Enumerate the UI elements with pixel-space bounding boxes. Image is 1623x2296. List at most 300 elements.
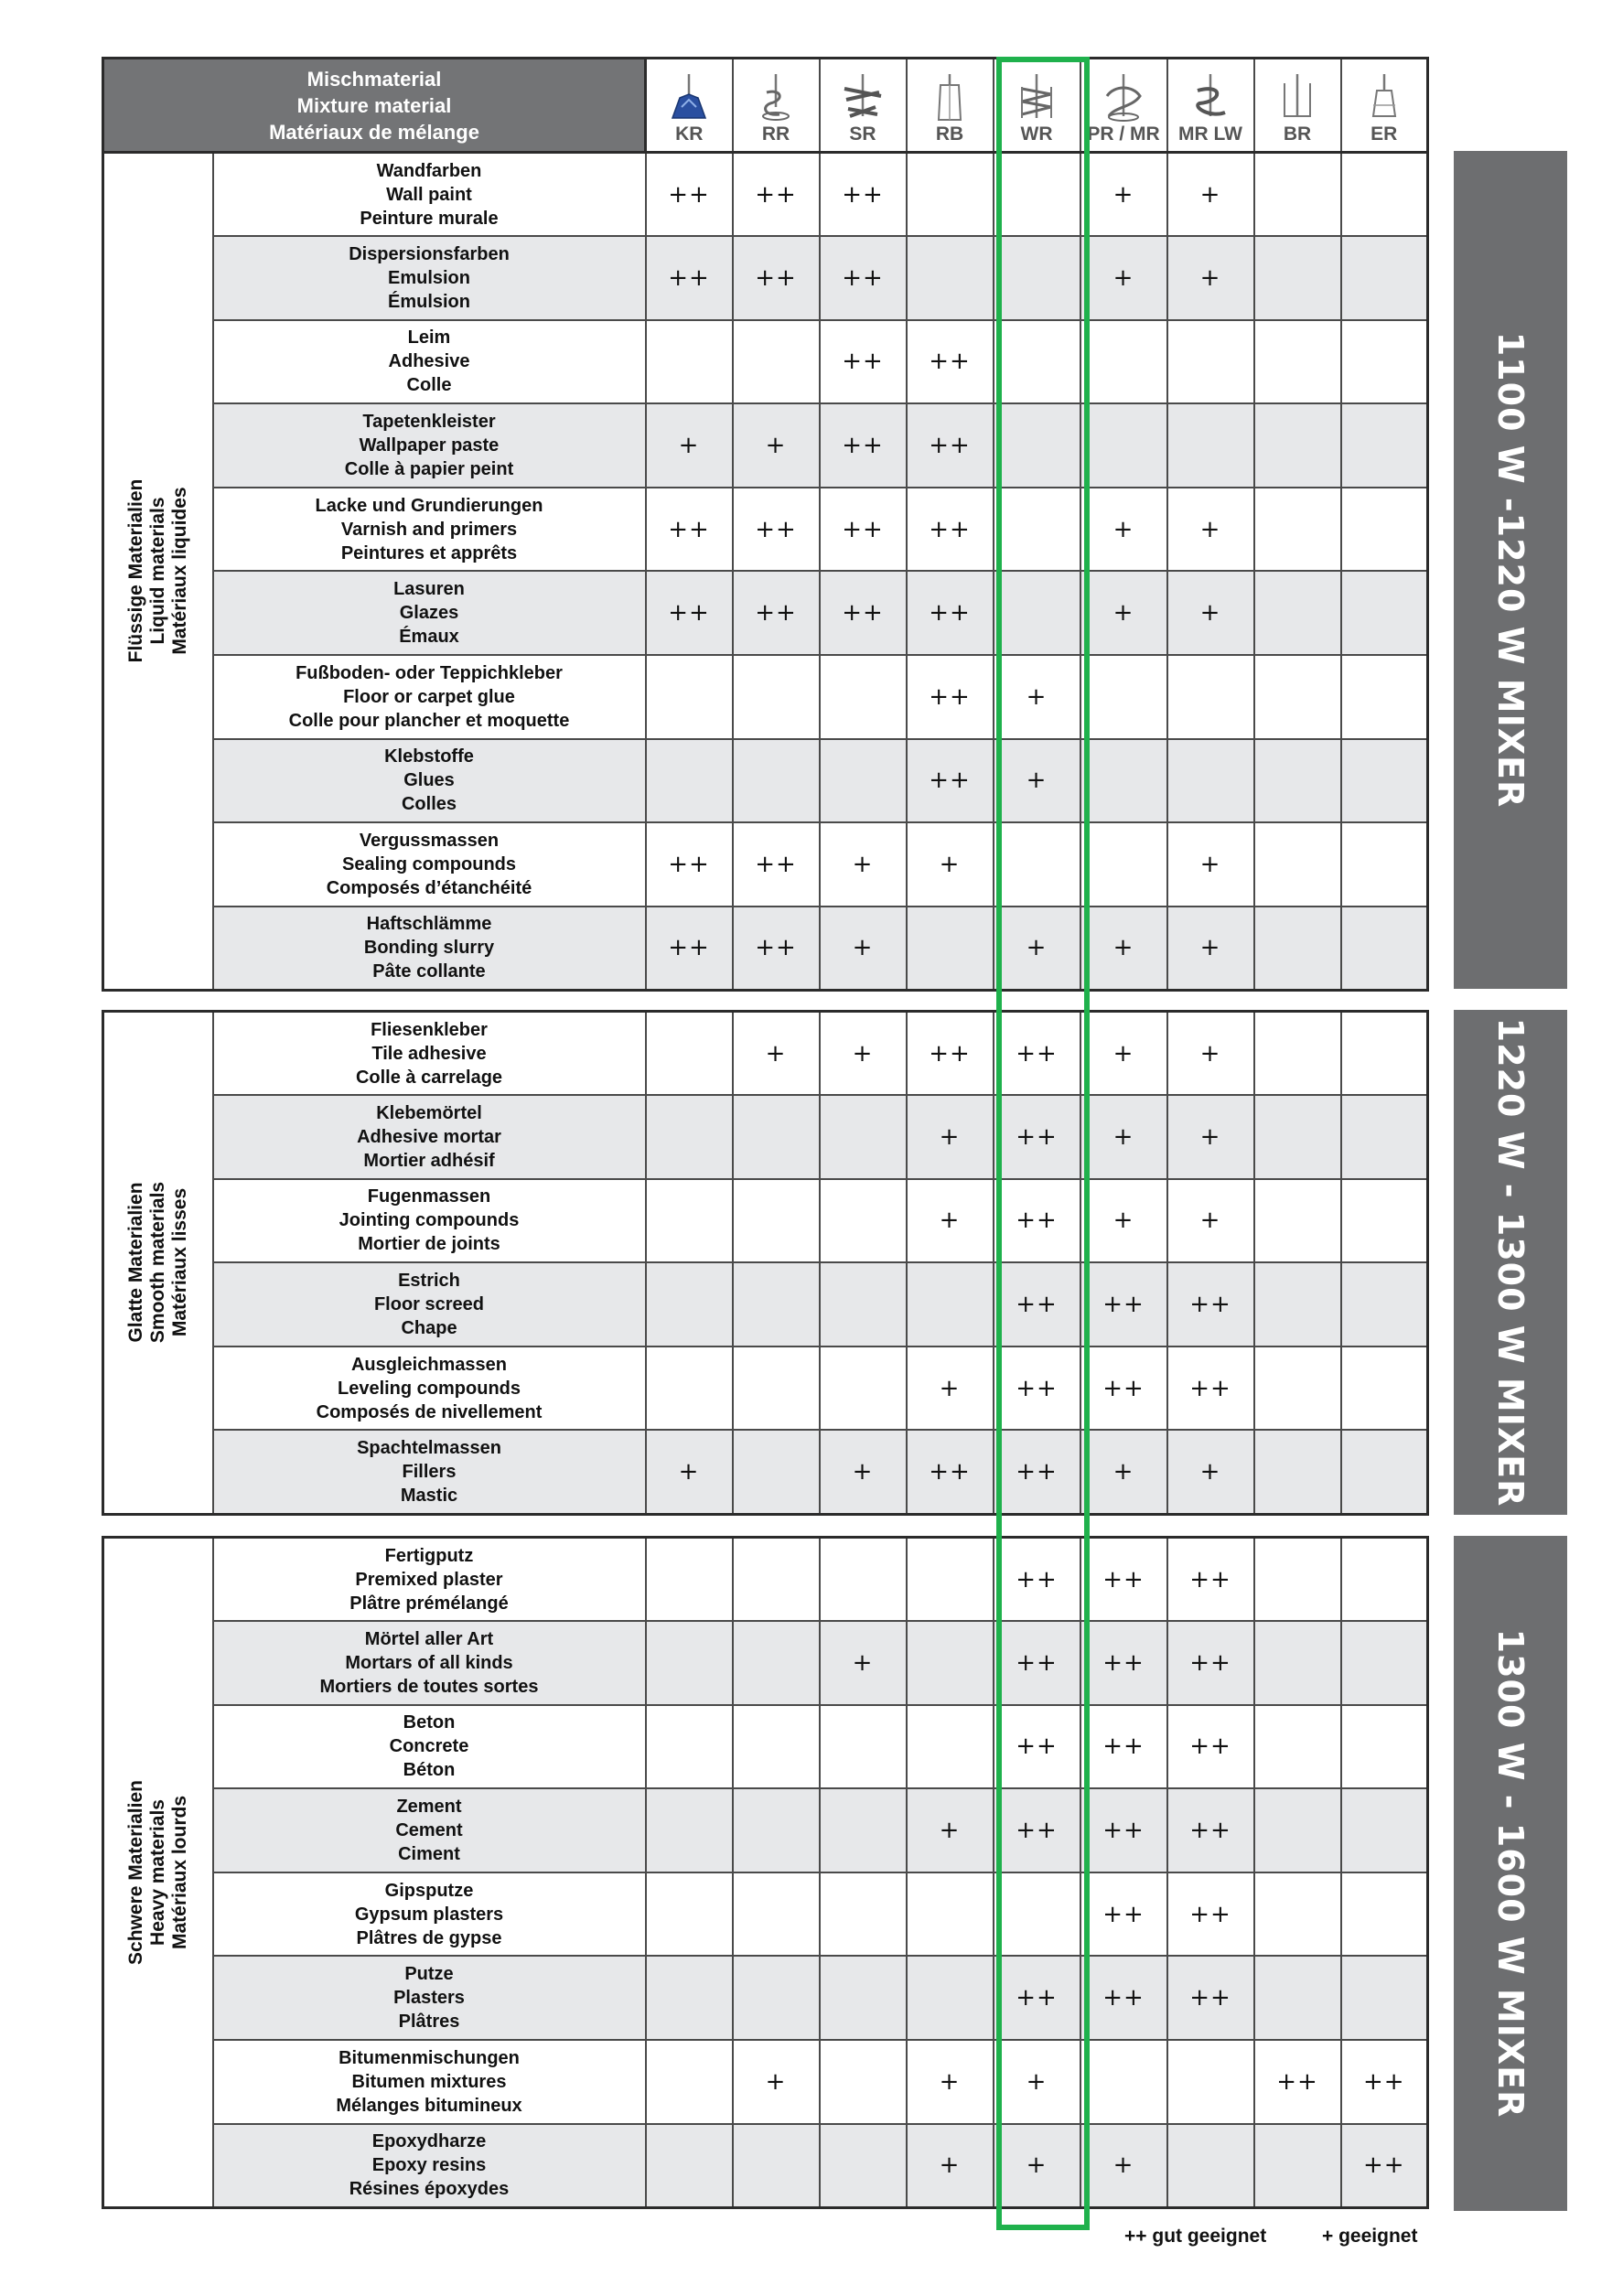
material-group-label [103, 153, 213, 991]
table-row [103, 488, 1428, 572]
suitability-cell [733, 2124, 820, 2208]
suitability-cell [1254, 236, 1341, 320]
tool-column-kr [646, 59, 733, 153]
suitability-cell [646, 2124, 733, 2208]
suitability-cell [820, 1788, 907, 1872]
suitability-cell: + [1080, 1179, 1167, 1263]
material-name-line: Klebstoffe [384, 746, 474, 767]
suitability-cell: ++ [820, 320, 907, 404]
suitability-cell: + [733, 403, 820, 488]
suitability-cell: + [820, 1430, 907, 1514]
suitability-cell: ++ [733, 907, 820, 991]
suitability-cell: ++ [1080, 1538, 1167, 1622]
suitability-cell [1254, 153, 1341, 237]
suitability-cell [1341, 403, 1428, 488]
table-row [103, 822, 1428, 907]
material-name-line: Spachtelmassen [357, 1438, 501, 1459]
suitability-cell: ++ [994, 1538, 1080, 1622]
suitability-cell: + [1080, 488, 1167, 572]
suitability-cell [1254, 1346, 1341, 1431]
suitability-cell [1254, 1262, 1341, 1346]
material-name-cell [213, 1538, 646, 1622]
suitability-cell [1254, 1012, 1341, 1096]
suitability-cell [1167, 2040, 1254, 2124]
power-band-label: 1100 W -1220 W MIXER [1490, 331, 1531, 809]
suitability-cell [1341, 1262, 1428, 1346]
suitability-cell [733, 1705, 820, 1789]
suitability-cell: + [1080, 1095, 1167, 1179]
suitability-cell [733, 655, 820, 739]
suitability-cell [907, 1262, 994, 1346]
suitability-cell [820, 1346, 907, 1431]
suitability-cell: ++ [733, 236, 820, 320]
suitability-cell [1254, 1705, 1341, 1789]
suitability-cell: ++ [994, 1956, 1080, 2040]
material-name-line: Leim [407, 327, 451, 349]
tool-code-rb: RB [935, 123, 964, 145]
suitability-cell [1341, 1346, 1428, 1431]
table-row [103, 320, 1428, 404]
suitability-cell: + [820, 822, 907, 907]
suitability-cell: ++ [646, 488, 733, 572]
suitability-cell [733, 1346, 820, 1431]
suitability-cell [1080, 403, 1167, 488]
suitability-cell: + [907, 1179, 994, 1263]
material-name-line: Mastic [400, 1486, 458, 1507]
material-name-cell [213, 1095, 646, 1179]
legend-very-good: ++ gut geeignet [1124, 2226, 1267, 2247]
material-name-cell [213, 1346, 646, 1431]
material-name-cell [213, 1621, 646, 1705]
rb-paddle-icon [922, 70, 977, 123]
suitability-cell [1254, 1538, 1341, 1622]
kr-paddle-icon [661, 70, 716, 123]
suitability-cell [733, 1095, 820, 1179]
suitability-cell [646, 1705, 733, 1789]
material-group-text [125, 1182, 191, 1343]
suitability-cell [646, 1095, 733, 1179]
suitability-cell: ++ [1341, 2124, 1428, 2208]
suitability-cell: + [820, 1012, 907, 1096]
suitability-cell [994, 571, 1080, 655]
suitability-cell: ++ [1167, 1262, 1254, 1346]
material-group-line: Glatte Materialien [124, 1182, 146, 1343]
material-name-line: Pâte collante [372, 961, 486, 982]
material-name-line: Mortier adhésif [363, 1150, 495, 1171]
material-name-line: Émaux [399, 627, 459, 648]
power-band-1100-1220 [1454, 151, 1567, 989]
table-row [103, 1012, 1428, 1096]
suitability-cell [994, 236, 1080, 320]
suitability-cell [1341, 1621, 1428, 1705]
suitability-cell [1341, 1095, 1428, 1179]
smooth-materials-table [102, 1010, 1429, 1516]
tool-code-pr-mr: PR / MR [1087, 123, 1160, 145]
suitability-cell [646, 2040, 733, 2124]
table-row [103, 1346, 1428, 1431]
suitability-cell [820, 1095, 907, 1179]
suitability-cell [1341, 1788, 1428, 1872]
material-name-line: Haftschlämme [366, 914, 492, 935]
suitability-cell: ++ [1080, 1346, 1167, 1431]
table-row [103, 236, 1428, 320]
suitability-cell [646, 1346, 733, 1431]
material-name-cell [213, 1430, 646, 1514]
material-name-line: Bonding slurry [363, 938, 495, 959]
suitability-cell: ++ [907, 571, 994, 655]
suitability-cell: + [1167, 1095, 1254, 1179]
suitability-cell: + [1167, 153, 1254, 237]
suitability-cell: + [1167, 822, 1254, 907]
tool-column-rr [733, 59, 820, 153]
suitability-cell: ++ [820, 403, 907, 488]
material-name-line: Concrete [389, 1736, 469, 1757]
material-name-line: Tile adhesive [371, 1043, 487, 1064]
suitability-cell [907, 907, 994, 991]
material-name-line: Adhesive [388, 351, 470, 372]
er-paddle-icon [1357, 70, 1412, 123]
suitability-cell: ++ [1341, 2040, 1428, 2124]
material-name-line: Mortier de joints [358, 1234, 500, 1255]
power-band-1300-1600 [1454, 1536, 1567, 2211]
suitability-cell [1341, 1956, 1428, 2040]
suitability-cell [1254, 655, 1341, 739]
suitability-cell: ++ [646, 236, 733, 320]
suitability-cell [1341, 1430, 1428, 1514]
material-name-line: Klebemörtel [376, 1102, 482, 1123]
suitability-cell: ++ [1080, 1621, 1167, 1705]
tool-column-br [1254, 59, 1341, 153]
power-band-label: 1220 W - 1300 W MIXER [1490, 1017, 1531, 1507]
material-name-line: Colles [401, 794, 457, 815]
br-paddle-icon [1270, 70, 1325, 123]
material-name-line: Wall paint [386, 184, 472, 205]
tool-code-er: ER [1370, 123, 1398, 145]
material-name-cell [213, 907, 646, 991]
suitability-cell: ++ [994, 1430, 1080, 1514]
suitability-cell [1341, 571, 1428, 655]
material-name-line: Fliesenkleber [371, 1019, 488, 1040]
suitability-cell: ++ [907, 655, 994, 739]
material-name-cell [213, 153, 646, 237]
material-name-line: Bitumenmischungen [339, 2047, 520, 2068]
material-name-cell [213, 236, 646, 320]
material-name-line: Ausgleichmassen [350, 1354, 508, 1375]
suitability-cell [1341, 907, 1428, 991]
material-name-line: Glues [403, 770, 455, 791]
material-name-line: Tapetenkleister [362, 412, 496, 433]
suitability-cell [1341, 320, 1428, 404]
tool-column-wr [994, 59, 1080, 153]
suitability-cell [1254, 739, 1341, 823]
liquid-materials-table [102, 151, 1429, 992]
legend-good: + geeignet [1322, 2226, 1418, 2247]
material-name-line: Wallpaper paste [359, 435, 500, 456]
suitability-cell [733, 1956, 820, 2040]
material-name-line: Plâtres de gypse [356, 1927, 502, 1948]
tool-code-kr: KR [675, 123, 704, 145]
tool-column-mr-lw [1167, 59, 1254, 153]
suitability-cell: ++ [1080, 1262, 1167, 1346]
header-title-en: Mixture material [296, 93, 452, 117]
suitability-cell: ++ [820, 236, 907, 320]
table-row [103, 1262, 1428, 1346]
material-name-line: Gipsputze [384, 1880, 474, 1901]
suitability-cell [1254, 1179, 1341, 1263]
header-title-fr: Matériaux de mélange [269, 120, 479, 144]
material-name-cell [213, 320, 646, 404]
tool-column-sr [820, 59, 907, 153]
suitability-cell [733, 1872, 820, 1957]
material-name-line: Fußboden- oder Teppichkleber [296, 662, 563, 683]
suitability-cell [1341, 822, 1428, 907]
table-row [103, 403, 1428, 488]
suitability-cell [820, 1956, 907, 2040]
suitability-cell: + [1167, 1012, 1254, 1096]
suitability-cell: + [820, 1621, 907, 1705]
suitability-cell: + [1080, 2124, 1167, 2208]
suitability-cell: ++ [733, 153, 820, 237]
material-name-line: Ciment [398, 1844, 460, 1865]
power-band-1220-1300 [1454, 1010, 1567, 1515]
material-name-line: Glazes [399, 603, 459, 624]
suitability-cell: ++ [733, 488, 820, 572]
suitability-cell [733, 1621, 820, 1705]
suitability-cell: ++ [1167, 1872, 1254, 1957]
material-name-line: Floor or carpet glue [343, 686, 515, 707]
suitability-cell [1341, 1012, 1428, 1096]
material-name-line: Bitumen mixtures [351, 2071, 507, 2092]
material-name-line: Adhesive mortar [357, 1126, 501, 1147]
suitability-cell [646, 655, 733, 739]
suitability-cell: + [1167, 571, 1254, 655]
suitability-cell [733, 1538, 820, 1622]
suitability-cell [646, 1179, 733, 1263]
suitability-cell: + [907, 822, 994, 907]
tool-code-wr: WR [1020, 123, 1053, 145]
suitability-cell [907, 1956, 994, 2040]
suitability-cell [994, 320, 1080, 404]
suitability-cell [646, 320, 733, 404]
table-row [103, 153, 1428, 237]
material-name-line: Plâtre prémélangé [349, 1593, 509, 1614]
material-name-line: Peinture murale [360, 208, 499, 229]
suitability-cell: + [646, 1430, 733, 1514]
suitability-cell: + [820, 907, 907, 991]
tool-code-sr: SR [849, 123, 876, 145]
suitability-cell: + [994, 655, 1080, 739]
suitability-cell: + [994, 907, 1080, 991]
table-row [103, 1956, 1428, 2040]
mr-lw-paddle-icon [1183, 70, 1238, 123]
material-name-line: Premixed plaster [355, 1569, 503, 1590]
suitability-cell: ++ [646, 907, 733, 991]
suitability-cell: ++ [1167, 1621, 1254, 1705]
mixture-material-header [103, 59, 646, 153]
suitability-cell [1341, 1179, 1428, 1263]
material-name-cell [213, 1012, 646, 1096]
suitability-cell: ++ [820, 571, 907, 655]
suitability-cell [1341, 1872, 1428, 1957]
suitability-cell: + [907, 1346, 994, 1431]
suitability-cell: ++ [733, 822, 820, 907]
suitability-cell [994, 1872, 1080, 1957]
material-name-cell [213, 2124, 646, 2208]
material-group-line: Schwere Materialien [124, 1779, 146, 1965]
suitability-cell: + [907, 1788, 994, 1872]
suitability-cell [994, 403, 1080, 488]
suitability-cell [1254, 403, 1341, 488]
suitability-cell [1167, 320, 1254, 404]
material-name-line: Plâtres [398, 2012, 460, 2033]
suitability-cell [994, 153, 1080, 237]
material-name-cell [213, 1872, 646, 1957]
tool-code-rr: RR [761, 123, 790, 145]
suitability-cell: + [1167, 1430, 1254, 1514]
material-name-line: Zement [396, 1797, 462, 1818]
suitability-cell [820, 1262, 907, 1346]
suitability-cell [907, 153, 994, 237]
table-row [103, 1179, 1428, 1263]
suitability-cell: + [1167, 1179, 1254, 1263]
suitability-cell: + [994, 2040, 1080, 2124]
suitability-cell: + [1080, 236, 1167, 320]
suitability-cell [1080, 822, 1167, 907]
pr-mr-paddle-icon [1096, 70, 1151, 123]
material-group-line: Heavy materials [146, 1798, 168, 1946]
suitability-cell: ++ [994, 1012, 1080, 1096]
material-name-line: Mortars of all kinds [345, 1652, 513, 1673]
suitability-cell: ++ [820, 153, 907, 237]
material-name-line: Sealing compounds [341, 854, 517, 875]
material-name-line: Dispersionsfarben [349, 243, 510, 264]
table-row [103, 1430, 1428, 1514]
material-group-line: Matériaux lourds [168, 1795, 190, 1949]
suitability-cell [1080, 2040, 1167, 2124]
material-name-line: Floor screed [373, 1294, 485, 1315]
suitability-cell: ++ [1080, 1705, 1167, 1789]
rr-paddle-icon [748, 70, 803, 123]
suitability-cell [820, 655, 907, 739]
suitability-cell [820, 1538, 907, 1622]
material-group-label [103, 1538, 213, 2208]
suitability-cell: ++ [994, 1179, 1080, 1263]
suitability-cell: + [1080, 153, 1167, 237]
suitability-cell: ++ [1167, 1788, 1254, 1872]
suitability-cell: + [1167, 488, 1254, 572]
suitability-cell [1254, 1430, 1341, 1514]
material-name-line: Mörtel aller Art [364, 1628, 494, 1649]
suitability-cell [1080, 739, 1167, 823]
material-name-line: Epoxydharze [371, 2131, 487, 2152]
material-name-line: Résines époxydes [349, 2179, 510, 2200]
material-name-cell [213, 1262, 646, 1346]
suitability-cell: ++ [907, 403, 994, 488]
material-group-line: Matériaux lisses [168, 1188, 190, 1337]
suitability-cell: + [907, 2124, 994, 2208]
suitability-cell: ++ [1167, 1346, 1254, 1431]
suitability-cell [820, 739, 907, 823]
material-name-line: Putze [404, 1964, 454, 1985]
suitability-cell: + [1167, 907, 1254, 991]
suitability-cell [907, 1705, 994, 1789]
suitability-cell [820, 2124, 907, 2208]
suitability-cell [733, 1430, 820, 1514]
tool-column-pr-mr [1080, 59, 1167, 153]
suitability-cell [1341, 488, 1428, 572]
suitability-cell [994, 488, 1080, 572]
suitability-cell [1254, 2124, 1341, 2208]
material-name-line: Chape [401, 1318, 457, 1339]
material-name-line: Emulsion [387, 267, 470, 288]
suitability-cell [1167, 655, 1254, 739]
material-name-line: Varnish and primers [340, 519, 518, 540]
header-title-de: Mischmaterial [306, 67, 442, 91]
material-name-line: Mortiers de toutes sortes [319, 1676, 539, 1697]
table-row [103, 655, 1428, 739]
material-name-line: Colle à carrelage [355, 1067, 503, 1088]
material-name-line: Vergussmassen [359, 831, 500, 852]
suitability-cell [733, 1262, 820, 1346]
suitability-cell: ++ [994, 1346, 1080, 1431]
suitability-cell: + [907, 1095, 994, 1179]
suitability-cell [646, 739, 733, 823]
suitability-cell: ++ [994, 1621, 1080, 1705]
suitability-cell: ++ [907, 739, 994, 823]
suitability-cell: ++ [733, 571, 820, 655]
suitability-cell [1167, 739, 1254, 823]
header-table [102, 57, 1429, 154]
suitability-cell [994, 822, 1080, 907]
tool-column-er [1341, 59, 1428, 153]
suitability-cell: + [646, 403, 733, 488]
material-name-line: Fillers [402, 1462, 457, 1483]
suitability-cell: ++ [994, 1705, 1080, 1789]
suitability-cell: ++ [1080, 1956, 1167, 2040]
suitability-cell: ++ [646, 571, 733, 655]
suitability-cell: + [733, 2040, 820, 2124]
material-name-line: Mélanges bitumineux [336, 2095, 522, 2116]
material-name-cell [213, 571, 646, 655]
suitability-cell [1254, 907, 1341, 991]
suitability-cell [1254, 571, 1341, 655]
material-name-line: Fertigputz [384, 1545, 474, 1566]
material-name-line: Lacke und Grundierungen [315, 495, 543, 516]
suitability-cell [1080, 655, 1167, 739]
suitability-cell: ++ [646, 153, 733, 237]
suitability-cell [820, 1705, 907, 1789]
table-row [103, 739, 1428, 823]
suitability-cell: ++ [1254, 2040, 1341, 2124]
material-name-line: Colle pour plancher et moquette [288, 710, 570, 731]
material-name-line: Lasuren [393, 579, 465, 600]
suitability-cell [733, 1788, 820, 1872]
suitability-cell [1254, 1621, 1341, 1705]
suitability-cell: + [994, 2124, 1080, 2208]
suitability-cell: ++ [820, 488, 907, 572]
material-name-cell [213, 739, 646, 823]
material-name-cell [213, 1705, 646, 1789]
table-row [103, 1095, 1428, 1179]
suitability-cell [1254, 1788, 1341, 1872]
material-name-line: Gypsum plasters [354, 1904, 504, 1925]
table-row [103, 1705, 1428, 1789]
material-name-line: Leveling compounds [337, 1378, 521, 1399]
suitability-cell [1254, 1956, 1341, 2040]
material-group-line: Matériaux liquides [168, 487, 190, 656]
suitability-cell: ++ [1080, 1788, 1167, 1872]
material-name-line: Estrich [398, 1271, 460, 1292]
